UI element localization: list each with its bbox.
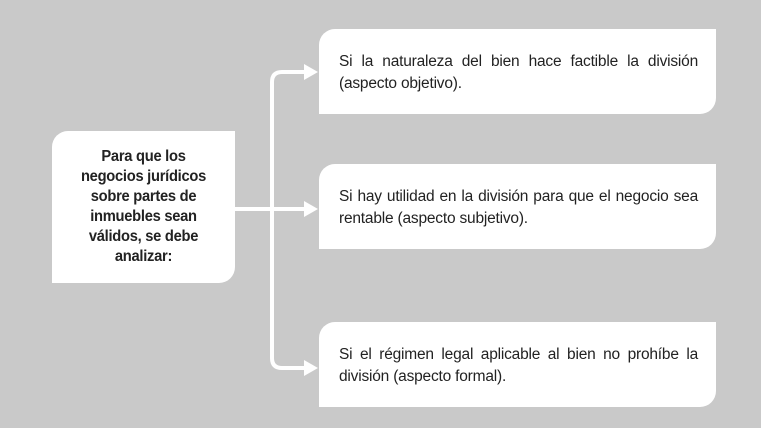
target-box-text: Si hay utilidad en la división para que el negocio sea rentable (aspecto subjetivo). bbox=[339, 188, 698, 227]
connector-spine bbox=[272, 72, 306, 368]
target-box-text: Si el régimen legal aplicable al bien no prohíbe la división (aspecto formal). bbox=[339, 346, 698, 385]
arrowhead-bottom-icon bbox=[304, 360, 318, 376]
target-box-text: Si la naturaleza del bien hace factible la división (aspecto objetivo). bbox=[339, 53, 698, 92]
source-box-text: Para que los negocios jurídicos sobre partes de inmuebles sean válidos, se debe analizar: bbox=[80, 148, 207, 265]
target-box-objective bbox=[319, 29, 716, 114]
target-box-formal bbox=[319, 322, 716, 407]
source-box bbox=[52, 131, 235, 283]
arrowhead-top-icon bbox=[304, 64, 318, 80]
target-box-subjective bbox=[319, 164, 716, 249]
arrowhead-middle-icon bbox=[304, 201, 318, 217]
